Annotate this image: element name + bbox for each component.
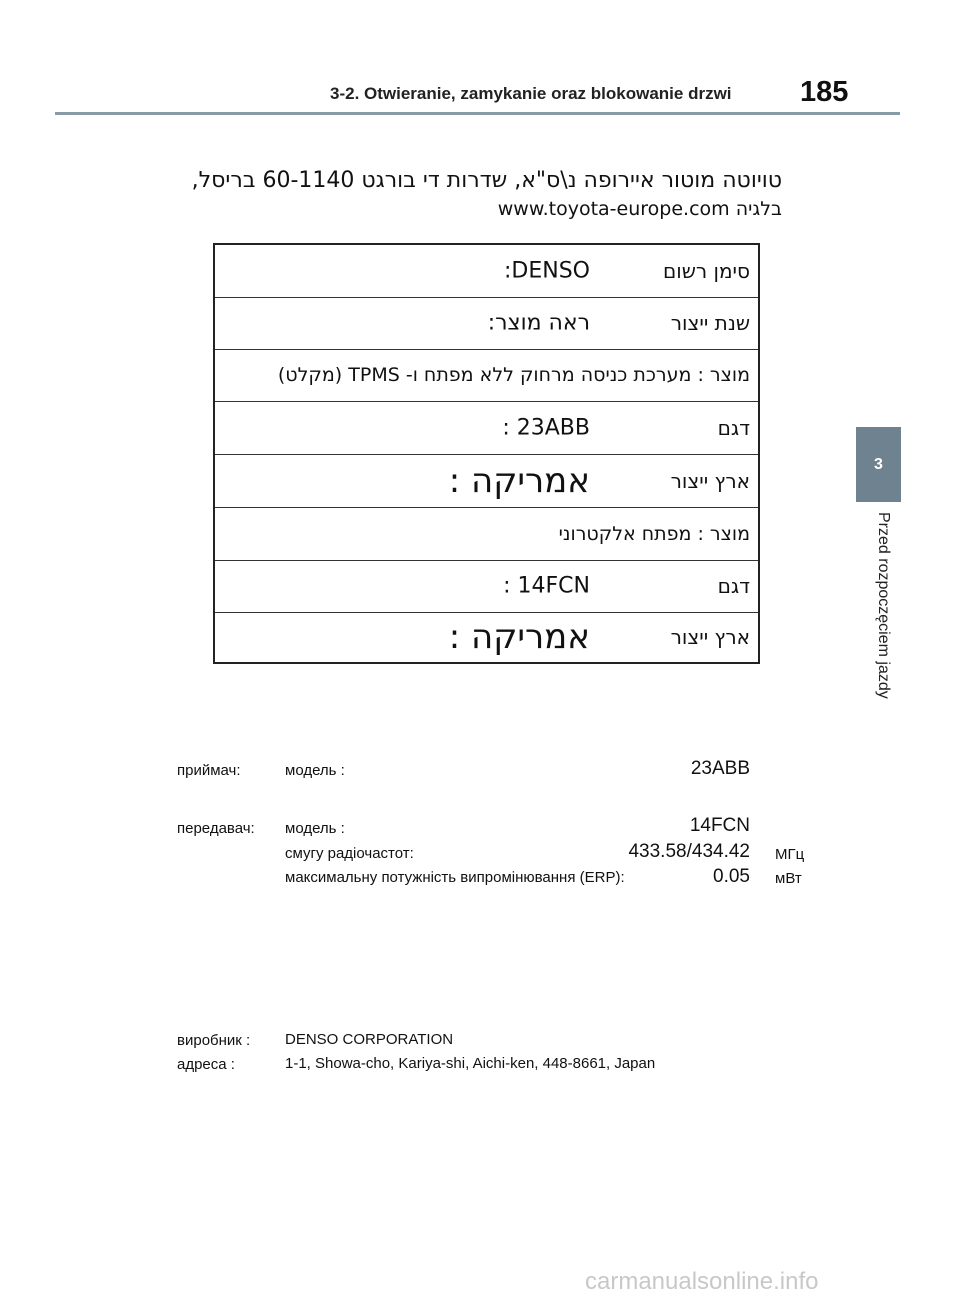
- label-key: סימן רשום: [662, 259, 750, 283]
- label-full-text: מוצר : מערכת כניסה מרחוק ללא מפתח ו- TPMS (מקלט): [277, 364, 750, 386]
- label-row-country-receiver: [215, 454, 758, 508]
- label-row-brand: [215, 245, 758, 298]
- label-row-model-receiver: [215, 401, 758, 455]
- power-label: максимальну потужність випромінювання (ERP):: [285, 869, 625, 886]
- label-value: אמריקה :: [448, 617, 590, 657]
- address-value: 1-1, Showa-cho, Kariya-shi, Aichi-ken, 448-8661, Japan: [285, 1055, 656, 1072]
- transmitter-label: передавач:: [177, 820, 255, 837]
- label-key: ארץ ייצור: [670, 625, 750, 649]
- label-key: שנת ייצור: [670, 311, 750, 335]
- label-full-text: מוצר : מפתח אלקטרוני: [558, 522, 750, 545]
- chapter-tab[interactable]: [856, 427, 901, 502]
- label-value: 23ABB :: [502, 415, 590, 440]
- manufacturer-label: виробник :: [177, 1032, 251, 1049]
- band-unit: МГц: [775, 846, 805, 863]
- chapter-tab-number: 3: [874, 455, 883, 473]
- page-number: 185: [800, 76, 849, 108]
- label-key: ארץ ייצור: [670, 468, 750, 493]
- manufacturer-value: DENSO CORPORATION: [285, 1031, 454, 1048]
- label-value: ראה מוצר:: [487, 310, 590, 336]
- intro-line-1: טויוטה מוטור איירופה נ\ס"א, שדרות די בורגט 60-1140 בריסל,: [191, 168, 782, 193]
- label-row-country-key: [215, 612, 758, 662]
- label-value: 14FCN :: [503, 573, 590, 599]
- chapter-label: Przed rozpoczęciem jazdy: [875, 512, 892, 699]
- receiver-model-value: 23ABB: [690, 758, 750, 779]
- label-key: דגם: [717, 574, 750, 598]
- label-value: DENSO:: [503, 258, 590, 284]
- receiver-model-label: модель :: [285, 762, 345, 779]
- band-label: смугу радіочастот:: [285, 845, 414, 862]
- label-value: אמריקה :: [448, 460, 590, 501]
- section-title: 3-2. Otwieranie, zamykanie oraz blokowanie drzwi: [330, 84, 732, 103]
- header-divider: [55, 112, 900, 115]
- label-row-year: [215, 297, 758, 350]
- label-row-product-key: [215, 507, 758, 561]
- receiver-label: приймач:: [177, 762, 241, 779]
- transmitter-model-label: модель :: [285, 820, 345, 837]
- label-key: דגם: [717, 415, 750, 440]
- product-label-table: [213, 243, 760, 664]
- power-unit: мВт: [775, 870, 802, 887]
- watermark: carmanualsonline.info: [585, 1268, 819, 1295]
- intro-line-2: בלגיה www.toyota-europe.com: [497, 198, 782, 220]
- address-label: адреса :: [177, 1056, 235, 1073]
- band-value: 433.58/434.42: [628, 841, 750, 862]
- transmitter-model-value: 14FCN: [689, 815, 750, 836]
- label-row-model-key: [215, 560, 758, 613]
- power-value: 0.05: [713, 866, 750, 887]
- label-row-product-receiver: [215, 349, 758, 402]
